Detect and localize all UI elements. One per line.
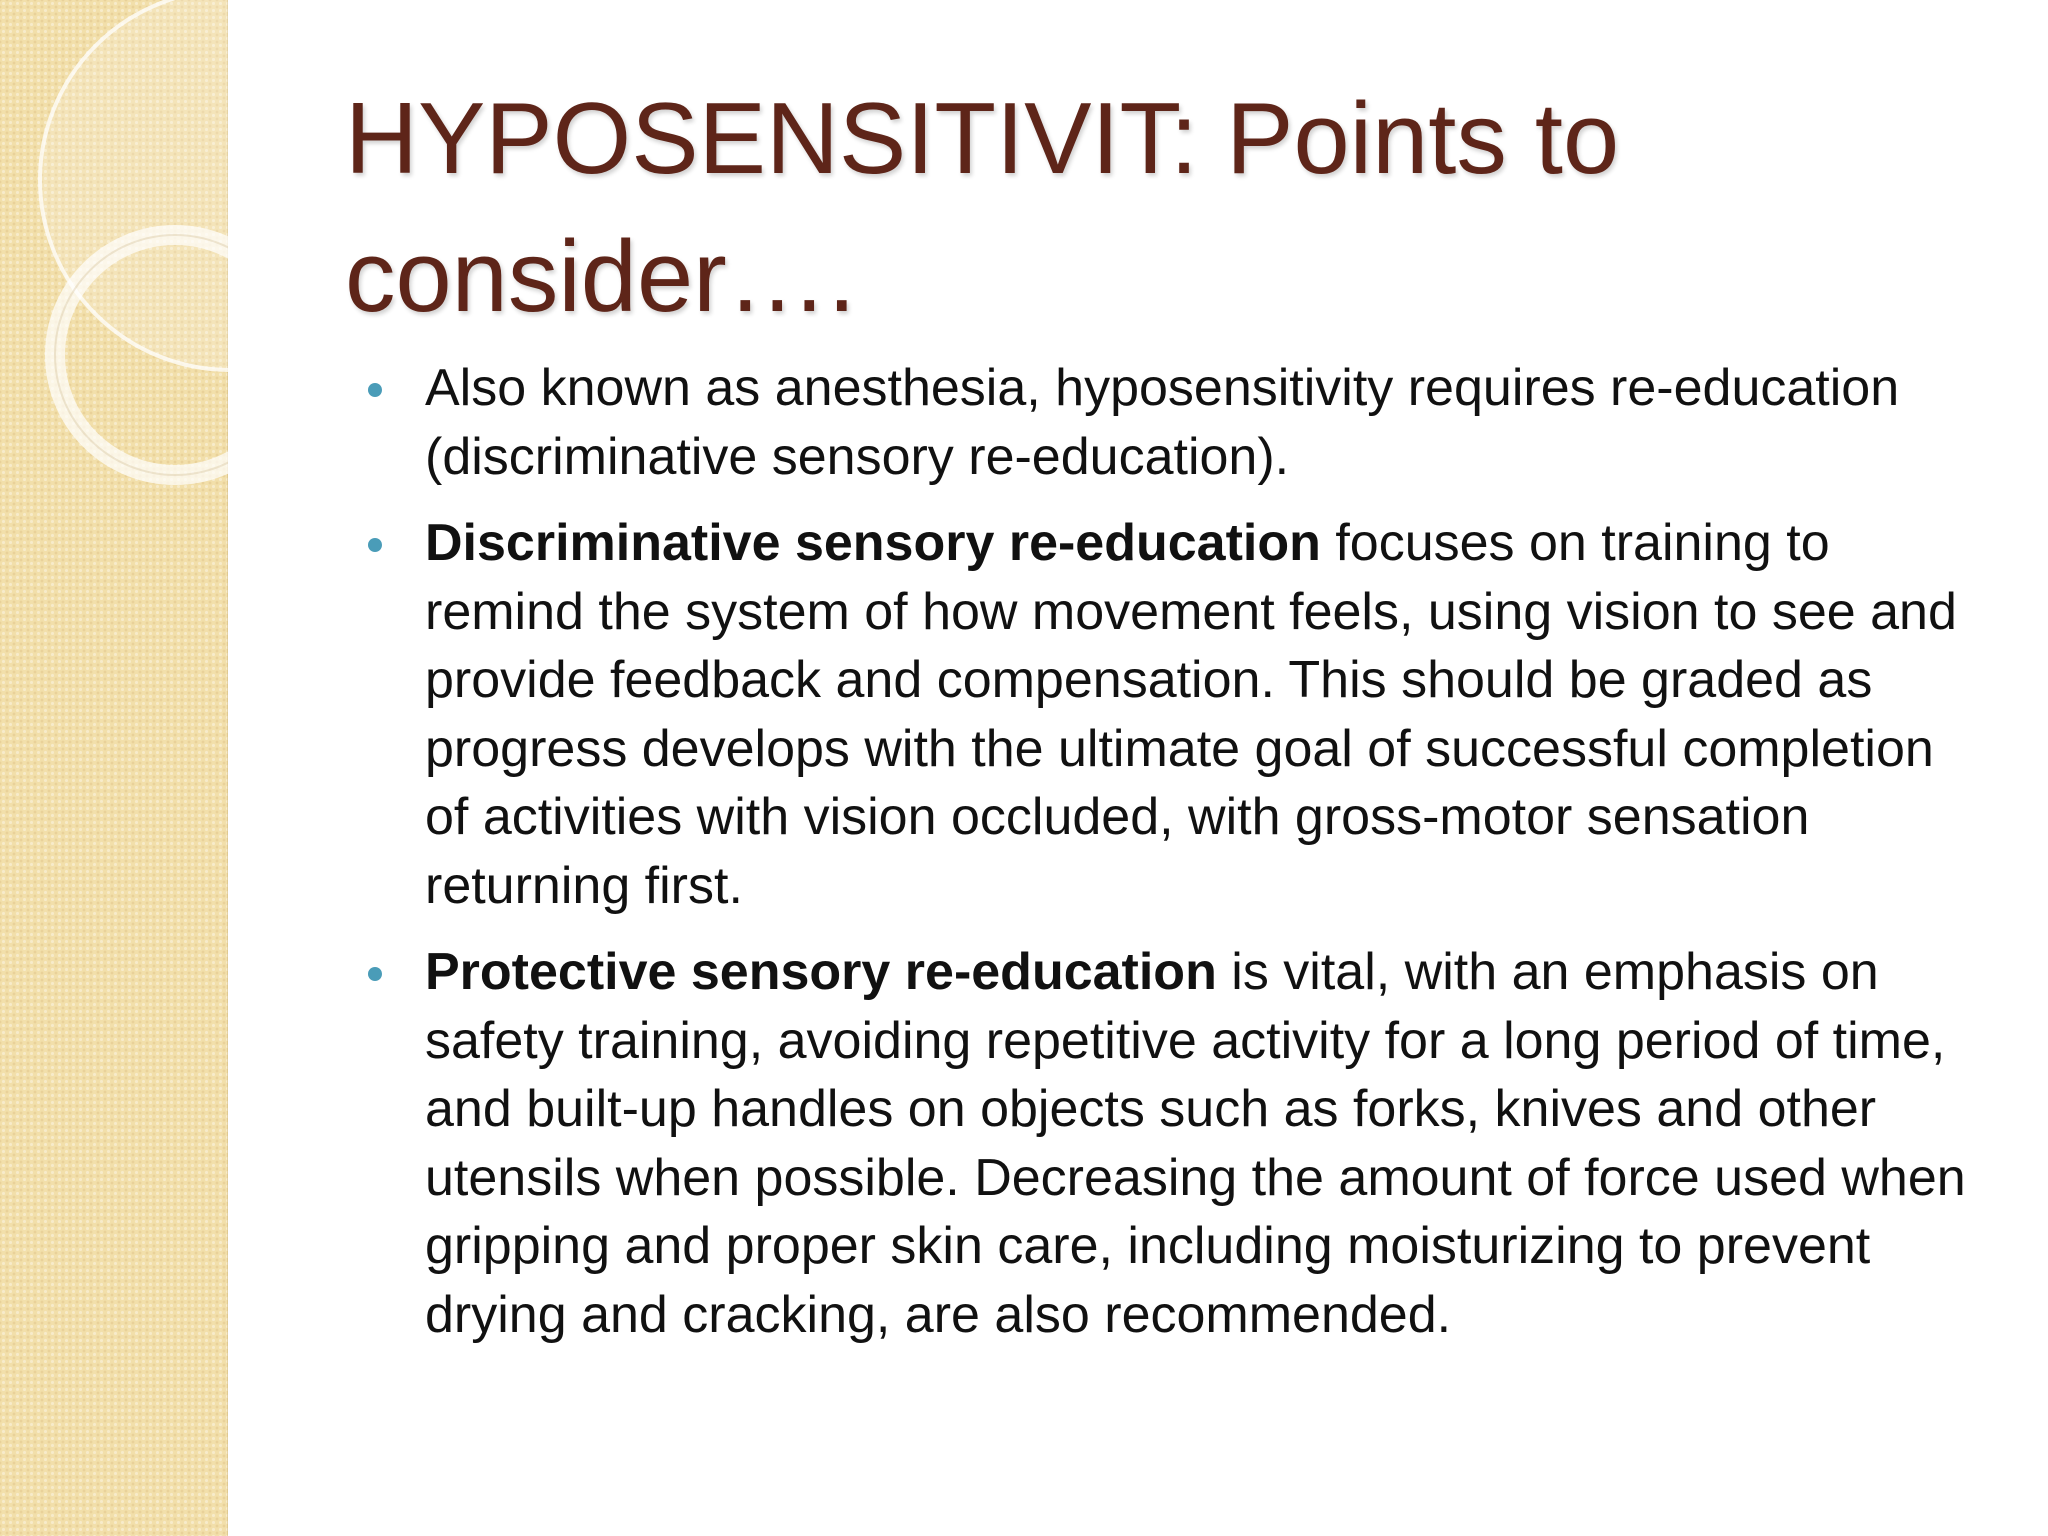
bullet-dot-icon [368,967,382,981]
bullet-list [345,354,1985,1349]
decorative-side-panel [0,0,228,1536]
bullet-bold-text: Protective sensory re-education [425,943,1217,1001]
bullet-bold-text: Discriminative sensory re-education [425,514,1321,572]
bullet-dot-icon [368,383,382,397]
slide-content [345,70,1985,1367]
decorative-rings-icon [0,0,228,520]
bullet-item [345,938,1985,1349]
bullet-item [345,509,1985,920]
bullet-item [345,354,1985,491]
bullet-text: is vital, with an emphasis on safety training, avoiding repetitive activity for a long period of time, and built-up handles on objects such as forks, knives and other utensils when possible. Decreasing the amount of force used when gripping and proper skin care, including moisturizing to prevent drying and cracking, are also recommended. [425,943,1966,1344]
slide-title: HYPOSENSITIVIT: Points to consider…. [345,83,1620,333]
bullet-text: Also known as anesthesia, hyposensitivity requires re-education (discriminative sensory re-education). [425,359,1900,486]
bullet-text: focuses on training to remind the system of how movement feels, using vision to see and provide feedback and compensation. This should be graded as progress develops with the ultimate goal of successful completion of activities with vision occluded, with gross-motor sensation returning first. [425,514,1957,915]
bullet-dot-icon [368,538,382,552]
